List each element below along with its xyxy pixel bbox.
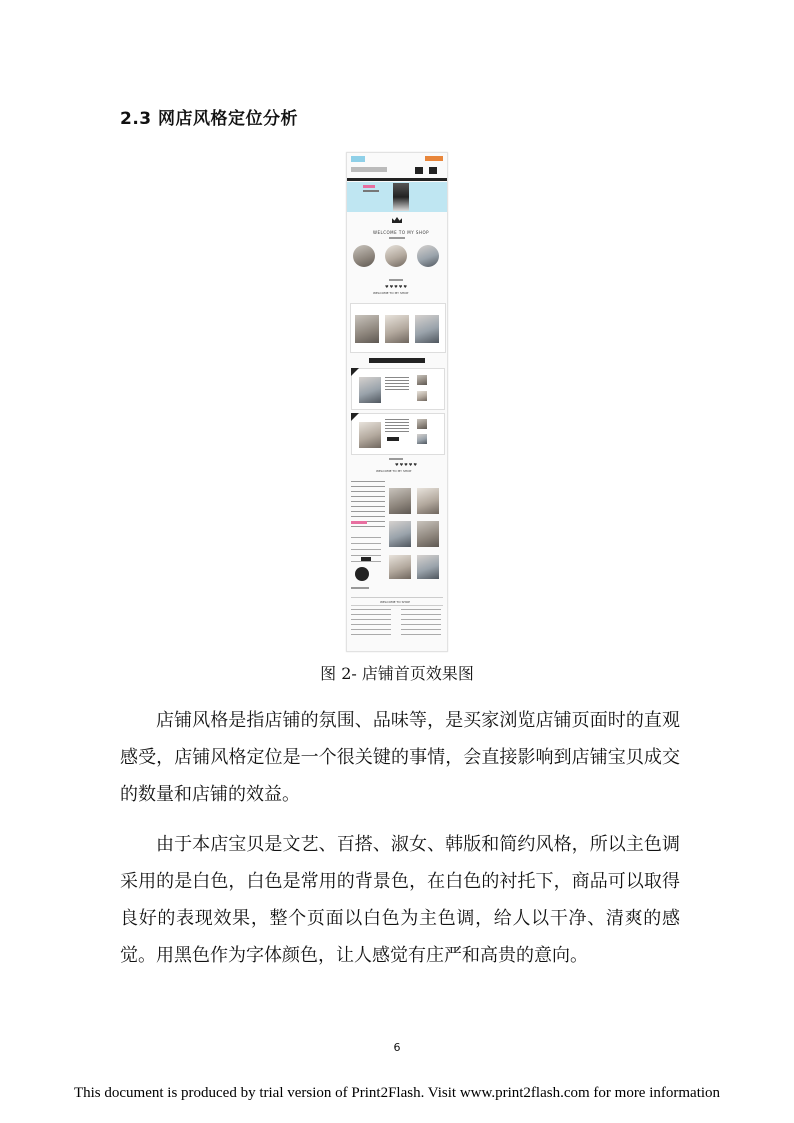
paragraph: 由于本店宝贝是文艺、百搭、淑女、韩版和简约风格，所以主色调采用的是白色，白色是常用的背景色，在白色的衬托下，商品可以取得良好的表现效果，整个页面以白色为主色调，给人以干净、清爽的感觉。用黑色作为字体颜色，让人感觉有庄严和高贵的意向。	[120, 834, 680, 966]
divider	[351, 597, 443, 598]
circle-photo	[385, 245, 407, 267]
shop-name-bar	[351, 167, 387, 172]
hearts-icon: ♥♥♥♥♥	[395, 462, 418, 467]
thumb-photo	[417, 419, 427, 429]
nav-bar	[347, 178, 447, 181]
shop-homepage-screenshot	[346, 152, 448, 652]
welcome-text-2: WELCOME TO MY SHOP	[373, 291, 409, 295]
section-heading: 2.3 网店风格定位分析	[120, 109, 299, 129]
product-photo	[359, 377, 381, 403]
banner-model	[393, 183, 409, 211]
section-bar	[369, 358, 425, 363]
header-button	[425, 156, 443, 161]
thumb-photo	[417, 391, 427, 401]
label-bar	[389, 279, 403, 281]
footer-text	[401, 609, 441, 639]
category-photo	[385, 315, 409, 343]
category-photo	[355, 315, 379, 343]
banner-text	[363, 190, 379, 192]
header-icon	[415, 167, 423, 174]
circle-photo	[353, 245, 375, 267]
grid-photo	[389, 521, 411, 547]
banner-tag	[363, 185, 375, 188]
grid-photo	[417, 488, 439, 514]
thumb-photo	[417, 434, 427, 444]
footer-text	[351, 609, 391, 639]
product-photo	[359, 422, 381, 448]
thumb-photo	[417, 375, 427, 385]
label-bar	[389, 458, 403, 460]
sidebar-tag	[351, 521, 367, 524]
grid-photo	[417, 521, 439, 547]
shop-logo	[351, 156, 365, 162]
grid-photo	[389, 555, 411, 579]
paragraph: 店铺风格是指店铺的氛围、品味等，是买家浏览店铺页面时的直观感受，店铺风格定位是一个很关键的事情，会直接影响到店铺宝贝成交的数量和店铺的效益。	[120, 710, 680, 805]
product-text	[385, 419, 409, 433]
welcome-text: WELCOME TO MY SHOP	[373, 230, 430, 235]
sidebar-button	[361, 557, 371, 561]
page-number: 6	[393, 1041, 401, 1054]
circle-photo	[417, 245, 439, 267]
label-bar	[351, 587, 369, 589]
trial-notice: This document is produced by trial version of Print2Flash. Visit www.print2flash.com for more information	[73, 1085, 721, 1101]
crown-icon	[392, 217, 402, 223]
category-photo	[415, 315, 439, 343]
grid-photo	[389, 488, 411, 514]
divider	[351, 605, 443, 606]
subtitle-bar	[389, 237, 405, 239]
header-icon	[429, 167, 437, 174]
hearts-icon: ♥♥♥♥♥	[385, 284, 408, 289]
figure-caption: 图 2- 店铺首页效果图	[320, 664, 474, 683]
product-text	[385, 377, 409, 391]
grid-photo	[417, 555, 439, 579]
buy-button	[387, 437, 399, 441]
welcome-text-3: WELCOME TO MY SHOP	[376, 469, 412, 473]
welcome-text-4: WELCOME TO SHOP	[380, 600, 410, 604]
circle-badge	[355, 567, 369, 581]
